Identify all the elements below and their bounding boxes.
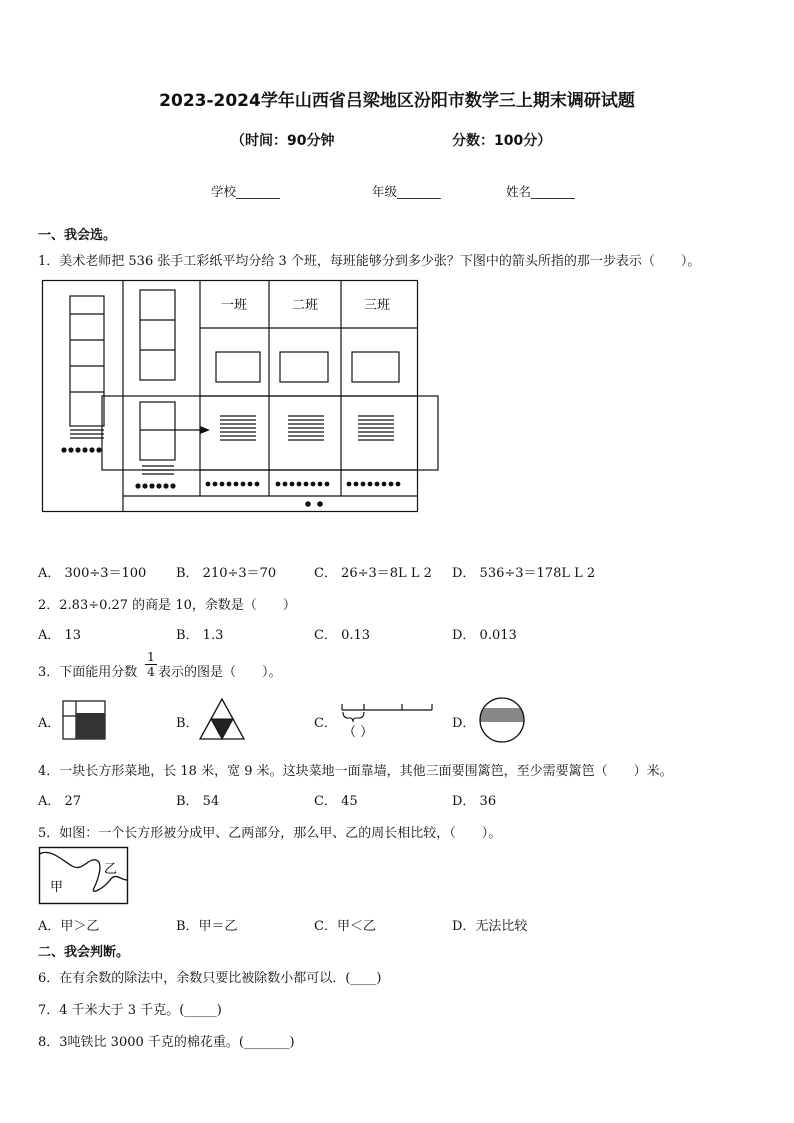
section-1-heading: 一、我会选。 [38,228,117,243]
q5-option-c[interactable]: C．甲＜乙 [314,919,376,934]
segment-paren: （ ） [343,725,374,740]
question-3-prefix: 3．下面能用分数 [38,665,138,680]
section-2-heading: 二、我会判断。 [38,945,130,960]
tens-sticks [70,416,394,474]
question-3-suffix: 表示的图是（ ）。 [158,665,282,680]
label-yi: 乙 [104,862,118,877]
class-3-label: 三班 [363,298,391,313]
unit-dots [61,447,400,506]
fraction-one-quarter [145,650,157,679]
label-jia: 甲 [50,880,64,895]
q5-option-d[interactable]: D．无法比较 [452,919,528,934]
rectangle-split-figure [38,846,130,906]
q4-option-d[interactable]: D． 36 [452,794,497,809]
q2-option-a[interactable]: A． 13 [38,628,82,643]
class-2-label: 二班 [291,298,319,313]
triangle-figure [198,697,246,741]
q5-option-a[interactable]: A．甲＞乙 [38,919,100,934]
q1-option-d[interactable]: D． 536÷3＝178L L 2 [452,566,596,581]
question-7: 7．4 千米大于 3 千克。(_____) [38,1003,222,1018]
name-field: 姓名_______ [506,184,575,199]
division-diagram [40,278,442,516]
page-title: 2023-2024学年山西省吕梁地区汾阳市数学三上期末调研试题 [159,91,635,111]
exam-score: 分数：100分） [452,133,552,149]
q3-option-c[interactable]: C． [314,716,337,731]
segment-figure [340,700,434,740]
question-5: 5．如图：一个长方形被分成甲、乙两部分，那么甲、乙的周长相比较，（ ）。 [38,826,502,841]
question-2: 2．2.83÷0.27 的商是 10，余数是（ ） [38,598,296,613]
q3-option-d[interactable]: D． [452,716,476,731]
exam-time: （时间：90分钟 [231,133,335,149]
q1-option-a[interactable]: A． 300÷3＝100 [38,566,147,581]
q2-option-c[interactable]: C． 0.13 [314,628,371,643]
square-quarter-figure [62,700,106,740]
class-1-label: 一班 [220,298,248,313]
grade-field: 年级_______ [372,184,441,199]
q3-option-b[interactable]: B． [176,716,199,731]
question-4: 4．一块长方形菜地，长 18 米，宽 9 米。这块菜地一面靠墙，其他三面要围篱笆，至少需要篱笆（ ）米。 [38,764,673,779]
fraction-numerator: 1 [147,650,155,664]
school-field: 学校_______ [211,184,280,199]
question-8: 8．3吨铁比 3000 千克的棉花重。(_______) [38,1035,295,1050]
q1-option-c[interactable]: C． 26÷3＝8L L 2 [314,566,432,581]
q2-option-b[interactable]: B． 1.3 [176,628,224,643]
circle-figure [477,695,527,745]
q4-option-c[interactable]: C． 45 [314,794,358,809]
q4-option-a[interactable]: A． 27 [38,794,82,809]
fraction-denominator: 4 [145,664,157,679]
q5-option-b[interactable]: B．甲＝乙 [176,919,238,934]
question-6: 6．在有余数的除法中，余数只要比被除数小都可以．(____) [38,971,382,986]
q4-option-b[interactable]: B． 54 [176,794,220,809]
q2-option-d[interactable]: D． 0.013 [452,628,517,643]
q1-option-b[interactable]: B． 210÷3＝70 [176,566,277,581]
question-1: 1．美术老师把 536 张手工彩纸平均分给 3 个班，每班能够分到多少张？下图中的箭头所指的那一步表示（ ）。 [38,254,701,269]
q3-option-a[interactable]: A． [38,716,61,731]
